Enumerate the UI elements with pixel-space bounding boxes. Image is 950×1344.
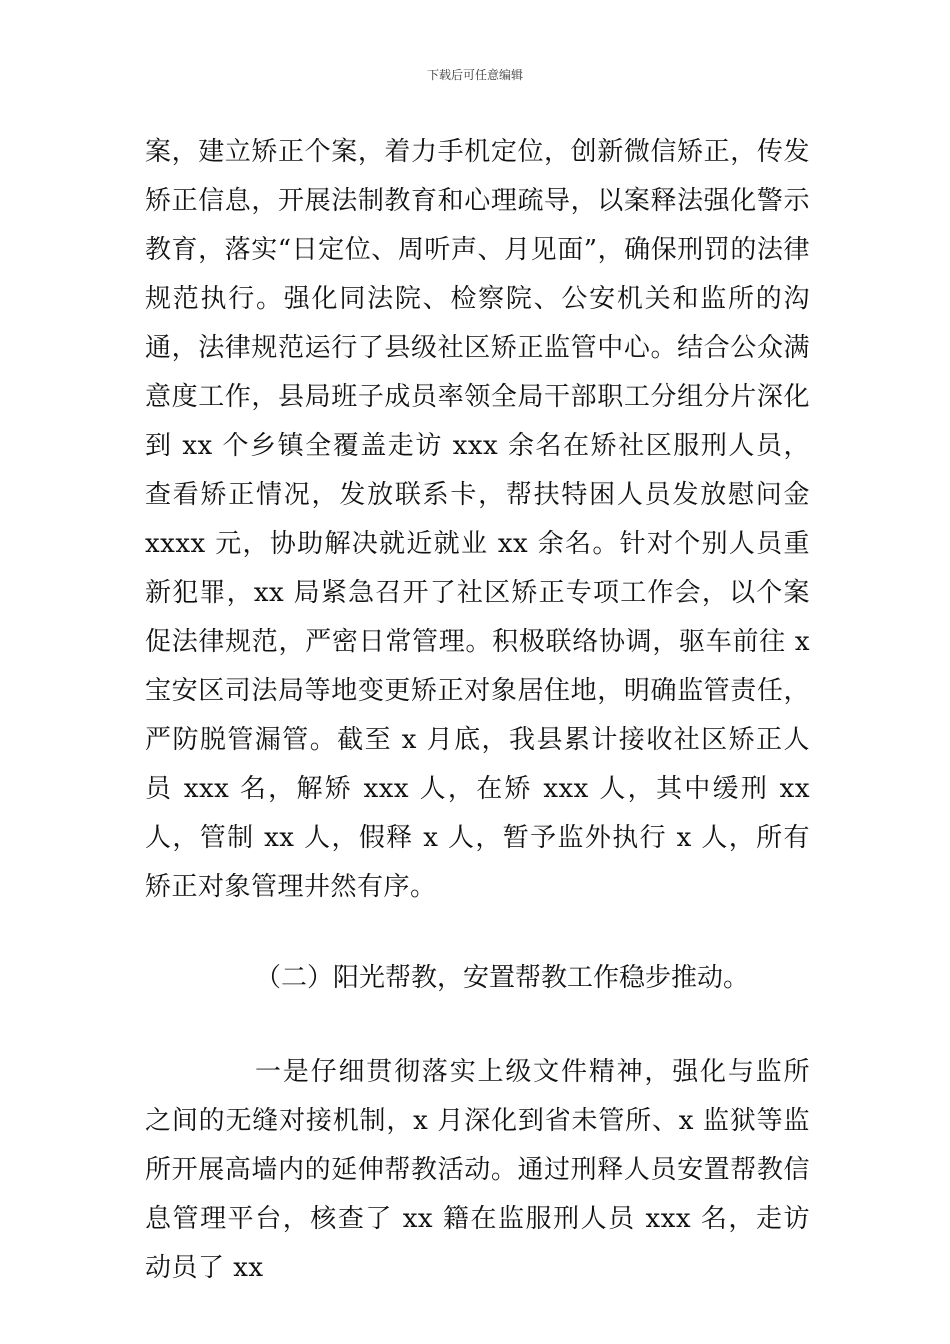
page-header: 下载后可任意编辑 bbox=[426, 68, 523, 82]
section-heading: （二）阳光帮教，安置帮教工作稳步推动。 bbox=[255, 963, 750, 993]
body-paragraph-2: 一是仔细贯彻落实上级文件精神，强化与监所之间的无缝对接机制，x 月深化到省未管所、x 监狱等监所开展高墙内的延伸帮教活动。通过刑释人员安置帮教信息管理平台，核查了 xx 籍在监服刑人员 xxx 名，走访动员了 xx bbox=[145, 1057, 810, 1283]
document-body bbox=[145, 128, 810, 1293]
body-paragraph-1: 案，建立矫正个案，着力手机定位，创新微信矫正，传发矫正信息，开展法制教育和心理疏导，以案释法强化警示教育，落实“日定位、周听声、月见面”，确保刑罚的法律规范执行。强化同法院、检察院、公安机关和监所的沟通，法律规范运行了县级社区矫正监管中心。结合公众满意度工作，县局班子成员率领全局干部职工分组分片深化到 xx 个乡镇全覆盖走访 xxx 余名在矫社区服刑人员，查看矫正情况，发放联系卡，帮扶特困人员发放慰问金 xxxx 元，协助解决就近就业 xx 余名。针对个别人员重新犯罪，xx 局紧急召开了社区矫正专项工作会，以个案促法律规范，严密日常管理。积极联络协调，驱车前往 x 宝安区司法局等地变更矫正对象居住地，明确监管责任，严防脱管漏管。截至 x 月底，我县累计接收社区矫正人员 xxx 名，解矫 xxx 人，在矫 xxx 人，其中缓刑 xx 人，管制 xx 人，假释 x 人，暂予监外执行 x 人，所有矫正对象管理井然有序。 bbox=[145, 137, 810, 902]
